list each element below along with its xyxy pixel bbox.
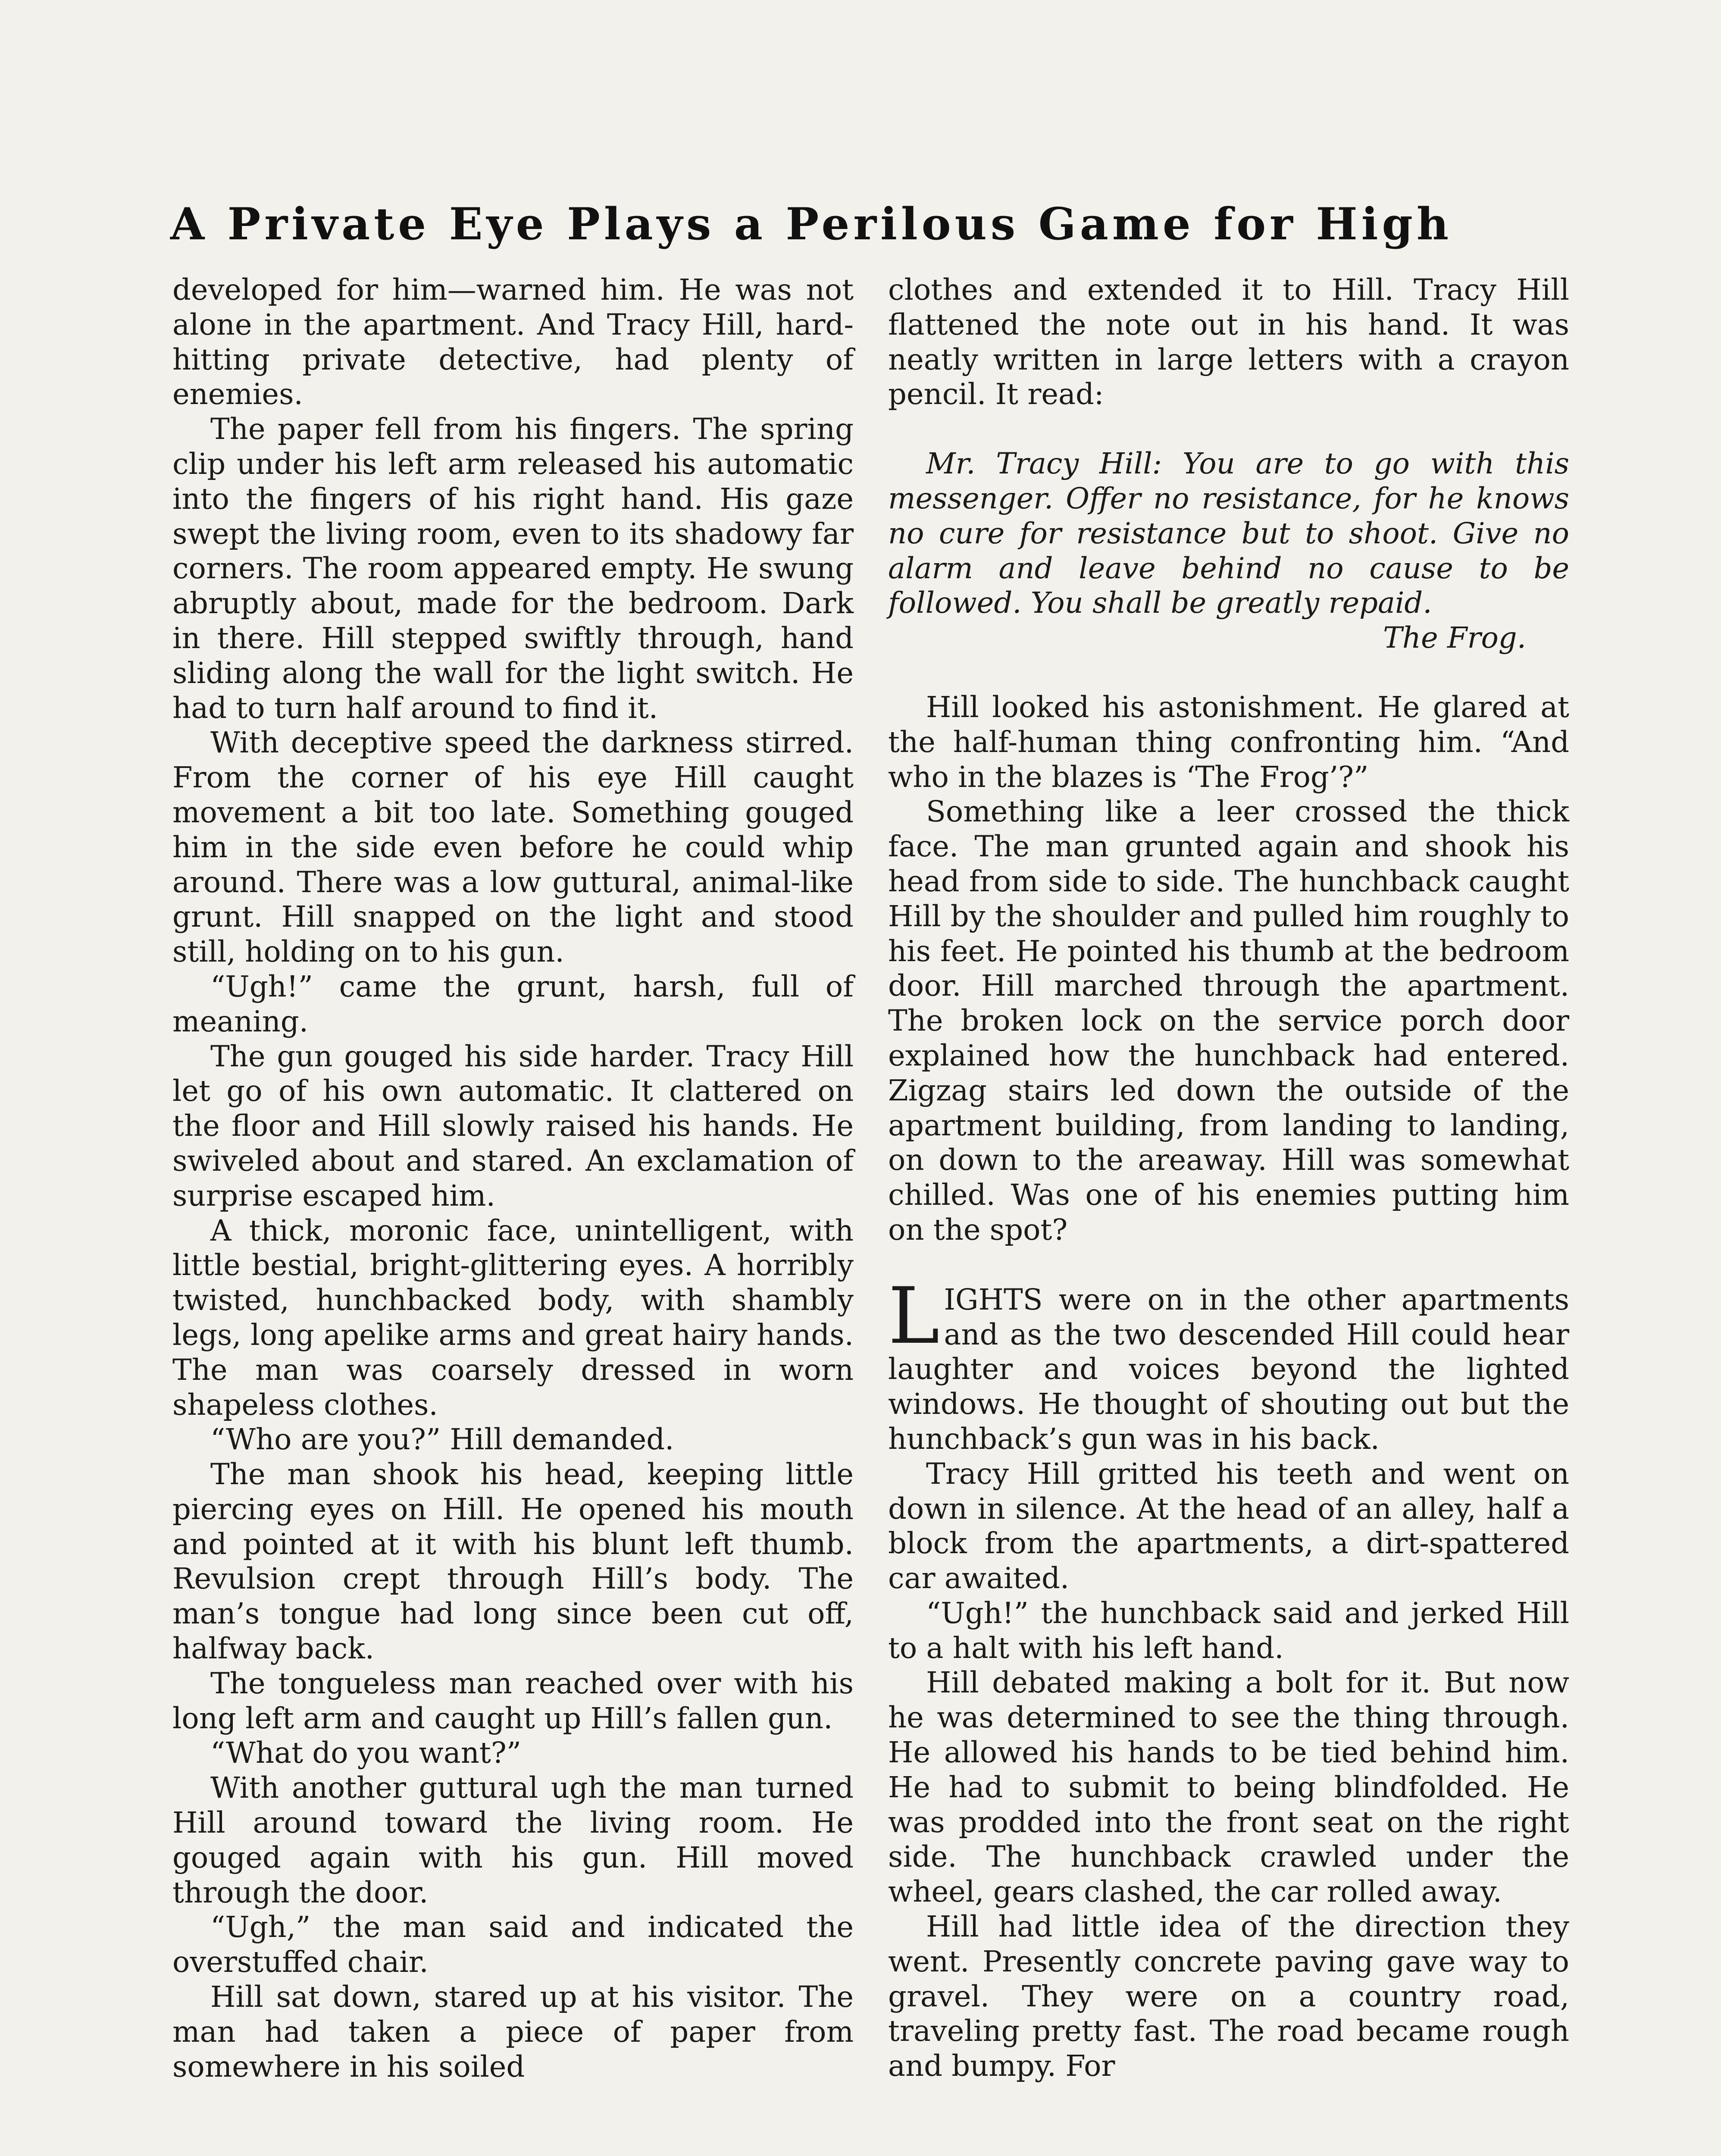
section-start-text: IGHTS were on in the other apartments and as the two descended Hill could hear laughter and voices beyond the lighted windows. He thought of shouting out but the hunchback’s gun was in his back.: [888, 1282, 1569, 1456]
paragraph: The paper fell from his fingers. The spring clip under his left arm released his automatic into the fingers of his right hand. His gaze swept the living room, even to its shadowy far corners. The room appeared empty. He swung abruptly about, made for the bedroom. Dark in there. Hill stepped swiftly through, hand sliding along the wall for the light switch. He had to turn half around to find it.: [172, 412, 854, 725]
paragraph: The tongueless man reached over with his long left arm and caught up Hill’s fallen gun.: [172, 1666, 854, 1735]
paragraph: Tracy Hill gritted his teeth and went on down in silence. At the head of an alley, half a block from the apartments, a dirt-spattered car awaited.: [888, 1457, 1569, 1595]
paragraph: A thick, moronic face, unintelligent, with little bestial, bright-glittering eyes. A horribly twisted, hunchbacked body, with shambly legs, long apelike arms and great hairy hands. The man was coarsely dressed in worn shapeless clothes.: [172, 1213, 854, 1422]
paragraph: “Ugh!” came the grunt, harsh, full of meaning.: [172, 969, 854, 1038]
paragraph: “Ugh,” the man said and indicated the overstuffed chair.: [172, 1910, 854, 1979]
section-start-paragraph: [888, 1271, 1569, 1457]
paragraph: “Ugh!” the hunchback said and jerked Hill to a halt with his left hand.: [888, 1596, 1569, 1665]
note-signature: The Frog.: [1383, 621, 1526, 655]
right-text-column: [888, 273, 1569, 2084]
paragraph: clothes and extended it to Hill. Tracy Hill flattened the note out in his hand. It was neatly written in large letters with a crayon pencil. It read:: [888, 273, 1569, 411]
paragraph: “Who are you?” Hill demanded.: [210, 1423, 674, 1457]
paragraph: developed for him—warned him. He was not alone in the apartment. And Tracy Hill, hard-hitting private detective, had plenty of enemies.: [172, 273, 854, 411]
paragraph: Hill had little idea of the direction they went. Presently concrete paving gave way to gravel. They were on a country road, traveling pretty fast. The road became rough and bumpy. For: [888, 1910, 1569, 2083]
paragraph: Hill debated making a bolt for it. But now he was determined to see the thing through. He allowed his hands to be tied behind him. He had to submit to being blindfolded. He was prodded into the front seat on the right side. The hunchback crawled under the wheel, gears clashed, the car rolled away.: [888, 1666, 1569, 1909]
paragraph: Hill sat down, stared up at his visitor. The man had taken a piece of paper from somewhere in his soiled: [172, 1980, 854, 2084]
left-text-column: [172, 273, 854, 2084]
paragraph: The man shook his head, keeping little piercing eyes on Hill. He opened his mouth and pointed at it with his blunt left thumb. Revulsion crept through Hill’s body. The man’s tongue had long since been cut off, halfway back.: [172, 1457, 854, 1666]
paragraph: With another guttural ugh the man turned Hill around toward the living room. He gouged again with his gun. Hill moved through the door.: [172, 1771, 854, 1909]
story-headline: A Private Eye Plays a Perilous Game for High: [170, 198, 1452, 250]
ransom-note-text: Mr. Tracy Hill: You are to go with this messenger. Offer no resistance, for he knows no cure for resistance but to shoot. Give no alarm and leave behind no cause to be followed. You shall be greatly repaid.: [888, 447, 1569, 620]
paragraph: Hill looked his astonishment. He glared at the half-human thing confronting him. “And who in the blazes is ‘The Frog’?”: [888, 690, 1569, 794]
drop-cap: L: [888, 1271, 940, 1361]
paragraph: The gun gouged his side harder. Tracy Hill let go of his own automatic. It clattered on the floor and Hill slowly raised his hands. He swiveled about and stared. An exclamation of surprise escaped him.: [172, 1039, 854, 1213]
paragraph: “What do you want?”: [210, 1736, 522, 1770]
paragraph: With deceptive speed the darkness stirred. From the corner of his eye Hill caught movement a bit too late. Something gouged him in the side even before he could whip around. There was a low guttural, animal-like grunt. Hill snapped on the light and stood still, holding on to his gun.: [172, 726, 854, 969]
paragraph: Something like a leer crossed the thick face. The man grunted again and shook his head from side to side. The hunchback caught Hill by the shoulder and pulled him roughly to his feet. He pointed his thumb at the bedroom door. Hill marched through the apartment. The broken lock on the service porch door explained how the hunchback had entered. Zigzag stairs led down the outside of the apartment building, from landing to landing, on down to the areaway. Hill was somewhat chilled. Was one of his enemies putting him on the spot?: [888, 795, 1569, 1247]
